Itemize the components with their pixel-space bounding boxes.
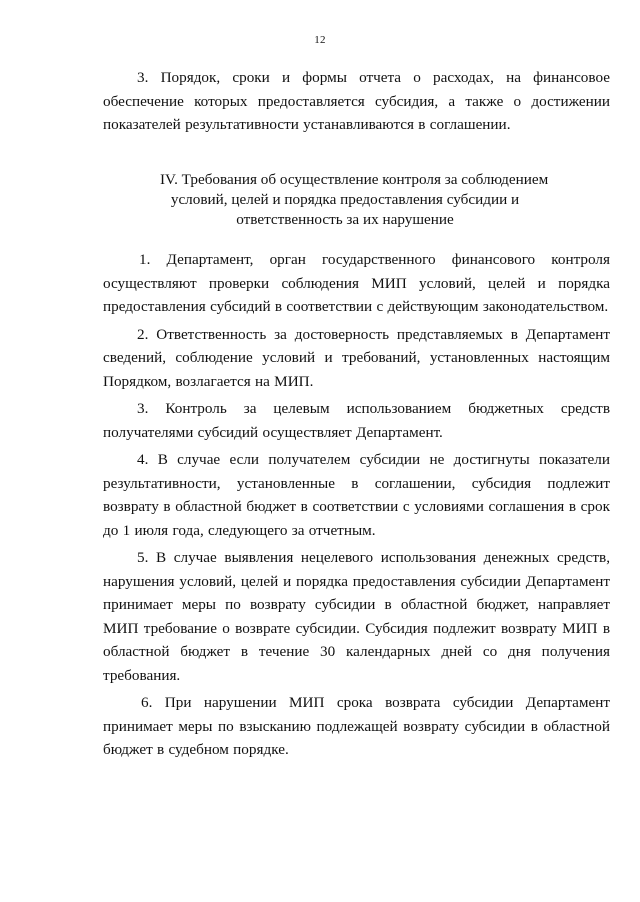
section-heading: [160, 170, 549, 230]
section-item-2: 2. Ответственность за достоверность представляемых в Департамент сведений, соблюдение условий и требований, установленных настоящим Порядком, возлагается на МИП.: [103, 325, 610, 390]
page-number: 12: [314, 34, 326, 46]
section-heading-line-1: IV. Требования об осуществление контроля за соблюдением: [160, 171, 549, 188]
section-item-5: 5. В случае выявления нецелевого использования денежных средств, нарушения условий, целей и порядка предоставления субсидии Департамент принимает меры по возврату субсидии в областной бюджет, направляет МИП требование о возврате субсидии. Субсидия подлежит возврату МИП в областной бюджет в течение 30 календарных дней со дня получения требования.: [103, 549, 610, 684]
section-item-4: 4. В случае если получателем субсидии не достигнуты показатели результативности, установленные в соглашении, субсидия подлежит возврату в областной бюджет в соответствии с условиями соглашения в срок до 1 июля года, следующего за отчетным.: [103, 451, 610, 539]
section-heading-line-3: ответственность за их нарушение: [236, 211, 454, 228]
section-item-3: 3. Контроль за целевым использованием бюджетных средств получателями субсидий осуществляет Департамент.: [103, 400, 610, 441]
section-item-1: 1. Департамент, орган государственного финансового контроля осуществляют проверки соблюдения МИП условий, целей и порядка предоставления субсидий в соответствии с действующим законодательством.: [103, 251, 610, 315]
section-item-6: 6. При нарушении МИП срока возврата субсидии Департамент принимает меры по взысканию подлежащей возврату субсидии в областной бюджет в судебном порядке.: [103, 694, 610, 758]
section-body: [103, 248, 610, 766]
section-heading-line-2: условий, целей и порядка предоставления субсидии и: [170, 191, 520, 208]
paragraph-3: 3. Порядок, сроки и формы отчета о расходах, на финансовое обеспечение которых предоставляется субсидия, а также о достижении показателей результативности устанавливаются в соглашении.: [103, 69, 610, 133]
